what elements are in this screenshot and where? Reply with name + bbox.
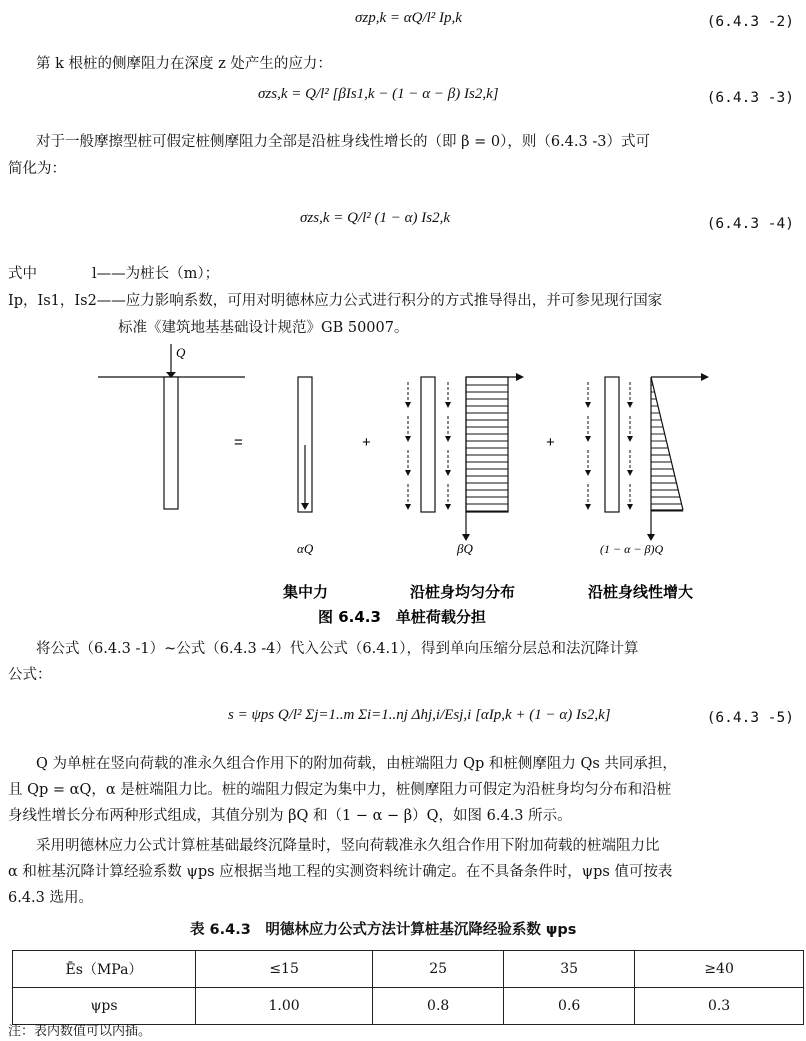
table-cell: 1.00 [196, 988, 373, 1025]
equation-6-4-3-4: σzs,k = Q/l² (1 − α) Is2,k [300, 210, 450, 226]
side-friction-arrowhead [445, 504, 451, 510]
side-friction-arrowhead [627, 436, 633, 442]
equation-number: (6.4.3 -2) [706, 14, 794, 30]
table-cell: 0.8 [373, 988, 504, 1025]
alpha-q-label: αQ [297, 541, 314, 556]
equation-number: (6.4.3 -5) [706, 710, 794, 726]
equals-sign: = [234, 434, 243, 451]
beta-q-label: βQ [457, 541, 473, 556]
rest-q-label: (1 − α − β)Q [600, 542, 664, 556]
table-note: 注：表内数值可以内插。 [8, 1024, 152, 1039]
plus-sign: + [362, 434, 371, 451]
table-cell: ≤15 [196, 951, 373, 988]
coefficient-table [12, 950, 804, 1025]
figure-label-1: 集中力 [283, 583, 329, 601]
paragraph: 采用明德林应力公式计算桩基础最终沉降量时，竖向荷载准永久组合作用下附加荷载的桩端阻力比 [36, 838, 660, 854]
paragraph: 将公式（6.4.3 -1）~公式（6.4.3 -4）代入公式（6.4.1），得到单向压缩分层总和法沉降计算 [36, 641, 639, 657]
paragraph: α 和桩基沉降计算经验系数 ψps 应根据当地工程的实测资料统计确定。在不具备条件时，ψps 值可按表 [8, 864, 673, 880]
side-friction-arrowhead [445, 436, 451, 442]
paragraph: 第 k 根桩的侧摩阻力在深度 z 处产生的应力： [36, 56, 332, 72]
equation-number: (6.4.3 -4) [706, 216, 794, 232]
side-friction-arrowhead [405, 470, 411, 476]
table-cell: 0.6 [504, 988, 635, 1025]
side-friction-arrowhead [585, 504, 591, 510]
figure-caption: 图 6.4.3 单桩荷载分担 [318, 608, 486, 626]
paragraph: 对于一般摩擦型桩可假定桩侧摩阻力全部是沿桩身线性增长的（即 β = 0），则（6.4.3 -3）式可 [36, 134, 650, 150]
table-row [13, 951, 804, 988]
side-friction-arrowhead [405, 504, 411, 510]
paragraph: 简化为： [8, 161, 66, 177]
table-cell: 0.3 [635, 988, 804, 1025]
equation-6-4-3-3: σzs,k = Q/l² [βIs1,k − (1 − α − β) Is2,k] [258, 86, 499, 102]
figure-label-3: 沿桩身线性增大 [588, 583, 694, 601]
table-cell: 35 [504, 951, 635, 988]
paragraph: 6.4.3 选用。 [8, 890, 94, 906]
side-friction-arrowhead [585, 470, 591, 476]
plus-sign: + [546, 434, 555, 451]
pile-body [164, 377, 178, 509]
load-label: Q [176, 345, 186, 360]
side-friction-arrowhead [445, 470, 451, 476]
side-friction-arrowhead [627, 402, 633, 408]
figure-label-2: 沿桩身均匀分布 [410, 583, 516, 601]
side-friction-arrowhead [445, 402, 451, 408]
paragraph: 公式： [8, 667, 52, 683]
table-cell: 25 [373, 951, 504, 988]
uniform-diagram [466, 377, 508, 512]
equation-6-4-3-2: σzp,k = αQ/l² Ip,k [355, 10, 462, 26]
paragraph: 且 Qp = αQ，α 是桩端阻力比。桩的端阻力假定为集中力，桩侧摩阻力可假定为沿桩身均匀分布和沿桩 [8, 782, 672, 798]
pile-body [421, 377, 435, 512]
equation-number: (6.4.3 -3) [706, 90, 794, 106]
pile-body [605, 377, 619, 512]
table-cell: ≥40 [635, 951, 804, 988]
table-row [13, 988, 804, 1025]
table-cell: ψps [13, 988, 196, 1025]
paragraph: 身线性增长分布两种形式组成，其值分别为 βQ 和（1 − α − β）Q，如图 6.4.3 所示。 [8, 808, 572, 824]
side-friction-arrowhead [627, 504, 633, 510]
side-friction-arrowhead [585, 436, 591, 442]
paragraph: Q 为单桩在竖向荷载的准永久组合作用下的附加荷载，由桩端阻力 Qp 和桩侧摩阻力 Qs 共同承担， [36, 756, 677, 772]
table-cell: Ēs（MPa） [13, 951, 196, 988]
equation-6-4-3-5: s = ψps Q/l² Σj=1..m Σi=1..nj Δhj,i/Esj,i [αIp,k + (1 − α) Is2,k] [228, 707, 611, 723]
definition: l——为桩长（m）； [92, 266, 220, 282]
table-title: 表 6.4.3 明德林应力公式方法计算桩基沉降经验系数 ψps [190, 922, 577, 938]
side-friction-arrowhead [405, 402, 411, 408]
side-friction-arrowhead [405, 436, 411, 442]
definition: Ip，Is1，Is2——应力影响系数，可用对明德林应力公式进行积分的方式推导得出，并可参见现行国家 [8, 293, 663, 309]
side-friction-arrowhead [585, 402, 591, 408]
side-friction-arrowhead [627, 470, 633, 476]
definition: 标准《建筑地基基础设计规范》GB 50007。 [118, 320, 409, 336]
where-label: 式中 [8, 266, 37, 282]
